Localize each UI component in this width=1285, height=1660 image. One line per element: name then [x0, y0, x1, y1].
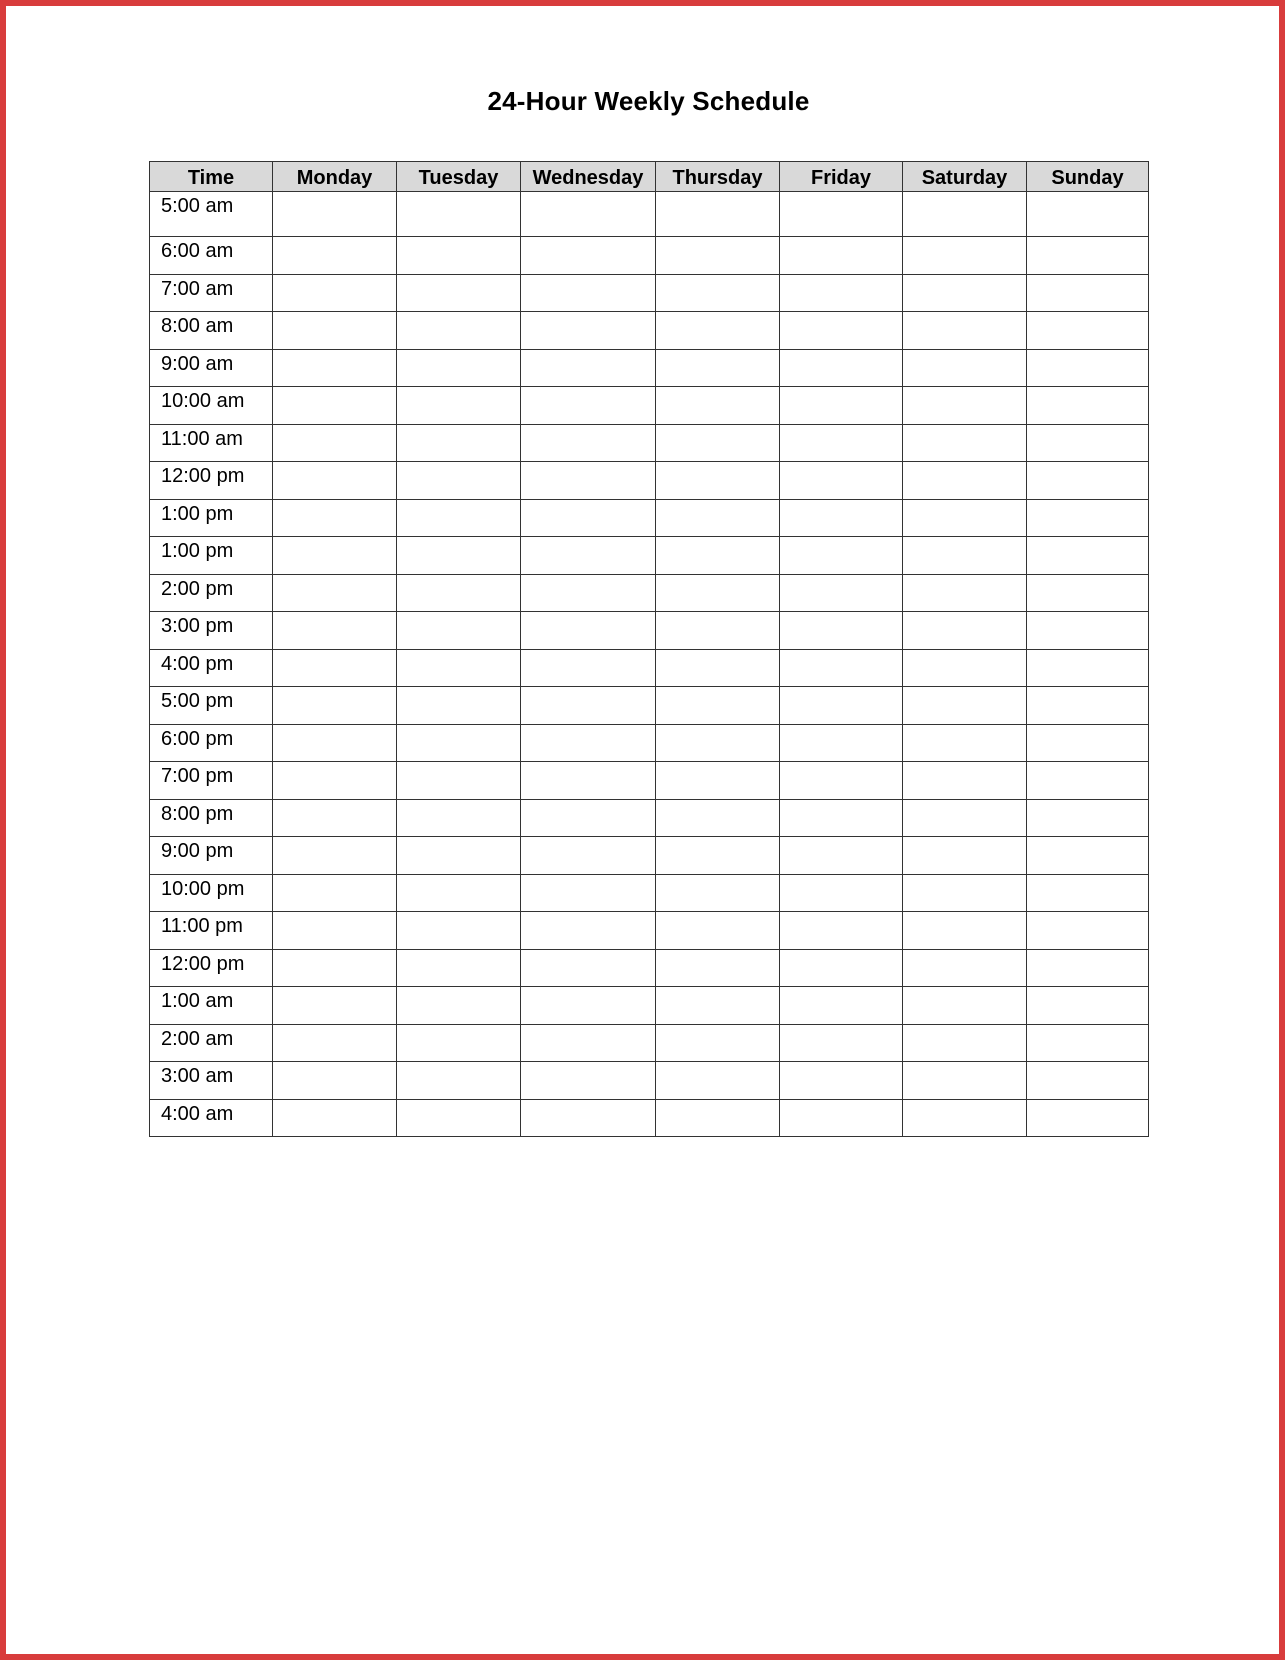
schedule-cell[interactable]: [656, 912, 780, 950]
time-cell: 9:00 pm: [150, 837, 273, 875]
schedule-cell[interactable]: [1027, 912, 1149, 950]
schedule-cell[interactable]: [521, 649, 656, 687]
schedule-cell[interactable]: [1027, 837, 1149, 875]
schedule-cell[interactable]: [903, 537, 1027, 575]
schedule-cell[interactable]: [273, 574, 397, 612]
schedule-cell[interactable]: [1027, 687, 1149, 725]
table-row: [150, 949, 1149, 987]
schedule-cell[interactable]: [521, 499, 656, 537]
schedule-cell[interactable]: [1027, 537, 1149, 575]
schedule-cell[interactable]: [780, 949, 903, 987]
schedule-cell[interactable]: [1027, 1024, 1149, 1062]
column-header-time: Time: [150, 162, 273, 192]
table-row: [150, 799, 1149, 837]
time-cell: 5:00 am: [150, 192, 273, 237]
schedule-cell[interactable]: [397, 762, 521, 800]
schedule-cell[interactable]: [1027, 387, 1149, 425]
schedule-cell[interactable]: [903, 462, 1027, 500]
schedule-cell[interactable]: [903, 387, 1027, 425]
schedule-cell[interactable]: [397, 949, 521, 987]
schedule-cell[interactable]: [780, 649, 903, 687]
time-cell: 11:00 am: [150, 424, 273, 462]
table-row: [150, 912, 1149, 950]
schedule-cell[interactable]: [656, 387, 780, 425]
schedule-cell[interactable]: [1027, 1062, 1149, 1100]
time-cell: 1:00 pm: [150, 537, 273, 575]
schedule-cell[interactable]: [273, 349, 397, 387]
schedule-cell[interactable]: [656, 987, 780, 1025]
schedule-cell[interactable]: [521, 949, 656, 987]
time-cell: 7:00 am: [150, 274, 273, 312]
time-cell: 4:00 am: [150, 1099, 273, 1137]
schedule-cell[interactable]: [780, 762, 903, 800]
schedule-cell[interactable]: [656, 537, 780, 575]
schedule-cell[interactable]: [397, 1024, 521, 1062]
schedule-cell[interactable]: [903, 949, 1027, 987]
schedule-cell[interactable]: [903, 799, 1027, 837]
schedule-cell[interactable]: [780, 192, 903, 237]
schedule-cell[interactable]: [273, 387, 397, 425]
schedule-cell[interactable]: [780, 349, 903, 387]
schedule-cell[interactable]: [780, 687, 903, 725]
page-title: 24-Hour Weekly Schedule: [487, 86, 810, 116]
table-row: [150, 574, 1149, 612]
table-row: [150, 424, 1149, 462]
schedule-cell[interactable]: [656, 1024, 780, 1062]
schedule-cell[interactable]: [521, 537, 656, 575]
schedule-cell[interactable]: [521, 274, 656, 312]
schedule-cell[interactable]: [273, 537, 397, 575]
schedule-cell[interactable]: [521, 1099, 656, 1137]
schedule-cell[interactable]: [397, 462, 521, 500]
table-row: [150, 762, 1149, 800]
schedule-cell[interactable]: [903, 349, 1027, 387]
schedule-cell[interactable]: [273, 237, 397, 275]
schedule-cell[interactable]: [1027, 762, 1149, 800]
schedule-cell[interactable]: [1027, 462, 1149, 500]
table-body: [150, 192, 1149, 1137]
schedule-cell[interactable]: [397, 987, 521, 1025]
schedule-cell[interactable]: [273, 649, 397, 687]
table-row: [150, 312, 1149, 350]
time-cell: 4:00 pm: [150, 649, 273, 687]
schedule-cell[interactable]: [656, 192, 780, 237]
schedule-cell[interactable]: [780, 499, 903, 537]
schedule-cell[interactable]: [273, 192, 397, 237]
column-header-thursday: Thursday: [656, 162, 780, 192]
schedule-cell[interactable]: [656, 762, 780, 800]
schedule-cell[interactable]: [780, 387, 903, 425]
schedule-cell[interactable]: [397, 724, 521, 762]
time-cell: 8:00 pm: [150, 799, 273, 837]
schedule-cell[interactable]: [397, 799, 521, 837]
schedule-cell[interactable]: [1027, 1099, 1149, 1137]
schedule-cell[interactable]: [521, 687, 656, 725]
schedule-cell[interactable]: [273, 499, 397, 537]
schedule-cell[interactable]: [273, 1024, 397, 1062]
schedule-cell[interactable]: [903, 987, 1027, 1025]
column-header-wednesday: Wednesday: [521, 162, 656, 192]
schedule-cell[interactable]: [521, 462, 656, 500]
schedule-cell[interactable]: [273, 687, 397, 725]
schedule-cell[interactable]: [273, 837, 397, 875]
schedule-cell[interactable]: [780, 912, 903, 950]
schedule-cell[interactable]: [903, 874, 1027, 912]
table-row: [150, 687, 1149, 725]
schedule-cell[interactable]: [780, 1062, 903, 1100]
schedule-cell[interactable]: [521, 612, 656, 650]
table-row: [150, 1024, 1149, 1062]
schedule-cell[interactable]: [521, 724, 656, 762]
schedule-cell[interactable]: [397, 312, 521, 350]
schedule-cell[interactable]: [397, 912, 521, 950]
schedule-cell[interactable]: [656, 237, 780, 275]
schedule-cell[interactable]: [273, 1099, 397, 1137]
schedule-cell[interactable]: [780, 874, 903, 912]
table-row: [150, 192, 1149, 237]
schedule-cell[interactable]: [397, 499, 521, 537]
schedule-cell[interactable]: [397, 349, 521, 387]
schedule-cell[interactable]: [656, 612, 780, 650]
time-cell: 10:00 am: [150, 387, 273, 425]
table-row: [150, 237, 1149, 275]
schedule-cell[interactable]: [1027, 874, 1149, 912]
schedule-cell[interactable]: [656, 687, 780, 725]
schedule-cell[interactable]: [903, 574, 1027, 612]
schedule-cell[interactable]: [656, 874, 780, 912]
time-cell: 6:00 pm: [150, 724, 273, 762]
schedule-cell[interactable]: [521, 312, 656, 350]
schedule-cell[interactable]: [273, 874, 397, 912]
schedule-cell[interactable]: [903, 837, 1027, 875]
table-row: [150, 499, 1149, 537]
schedule-cell[interactable]: [780, 1099, 903, 1137]
schedule-cell[interactable]: [273, 462, 397, 500]
schedule-cell[interactable]: [521, 799, 656, 837]
schedule-cell[interactable]: [1027, 799, 1149, 837]
table-row: [150, 387, 1149, 425]
schedule-cell[interactable]: [903, 762, 1027, 800]
schedule-cell[interactable]: [780, 799, 903, 837]
time-cell: 2:00 am: [150, 1024, 273, 1062]
schedule-cell[interactable]: [903, 724, 1027, 762]
schedule-cell[interactable]: [1027, 499, 1149, 537]
table-row: [150, 1062, 1149, 1100]
schedule-cell[interactable]: [1027, 724, 1149, 762]
schedule-cell[interactable]: [521, 837, 656, 875]
schedule-cell[interactable]: [1027, 949, 1149, 987]
schedule-cell[interactable]: [521, 1024, 656, 1062]
time-cell: 8:00 am: [150, 312, 273, 350]
schedule-cell[interactable]: [780, 987, 903, 1025]
schedule-cell[interactable]: [656, 462, 780, 500]
schedule-cell[interactable]: [397, 612, 521, 650]
schedule-cell[interactable]: [521, 762, 656, 800]
schedule-cell[interactable]: [1027, 312, 1149, 350]
schedule-cell[interactable]: [780, 462, 903, 500]
table-row: [150, 612, 1149, 650]
schedule-cell[interactable]: [1027, 574, 1149, 612]
schedule-cell[interactable]: [903, 687, 1027, 725]
schedule-cell[interactable]: [656, 274, 780, 312]
time-cell: 10:00 pm: [150, 874, 273, 912]
table-row: [150, 987, 1149, 1025]
schedule-cell[interactable]: [397, 837, 521, 875]
schedule-cell[interactable]: [397, 237, 521, 275]
schedule-cell[interactable]: [780, 274, 903, 312]
schedule-cell[interactable]: [903, 192, 1027, 237]
schedule-cell[interactable]: [397, 649, 521, 687]
schedule-cell[interactable]: [903, 1099, 1027, 1137]
schedule-cell[interactable]: [397, 1099, 521, 1137]
schedule-cell[interactable]: [397, 1062, 521, 1100]
schedule-cell[interactable]: [273, 799, 397, 837]
time-cell: 1:00 am: [150, 987, 273, 1025]
schedule-cell[interactable]: [273, 1062, 397, 1100]
schedule-cell[interactable]: [1027, 274, 1149, 312]
schedule-cell[interactable]: [397, 192, 521, 237]
time-cell: 12:00 pm: [150, 462, 273, 500]
schedule-cell[interactable]: [780, 312, 903, 350]
schedule-cell[interactable]: [903, 499, 1027, 537]
schedule-cell[interactable]: [903, 237, 1027, 275]
schedule-cell[interactable]: [656, 424, 780, 462]
schedule-cell[interactable]: [903, 312, 1027, 350]
schedule-cell[interactable]: [273, 612, 397, 650]
time-cell: 11:00 pm: [150, 912, 273, 950]
column-header-friday: Friday: [780, 162, 903, 192]
table-row: [150, 1099, 1149, 1137]
schedule-cell[interactable]: [521, 987, 656, 1025]
schedule-cell[interactable]: [656, 1099, 780, 1137]
schedule-cell[interactable]: [656, 1062, 780, 1100]
schedule-cell[interactable]: [521, 1062, 656, 1100]
schedule-cell[interactable]: [903, 1062, 1027, 1100]
schedule-cell[interactable]: [273, 424, 397, 462]
table-row: [150, 274, 1149, 312]
schedule-cell[interactable]: [1027, 987, 1149, 1025]
schedule-cell[interactable]: [521, 237, 656, 275]
column-header-sunday: Sunday: [1027, 162, 1149, 192]
schedule-cell[interactable]: [656, 574, 780, 612]
time-cell: 3:00 am: [150, 1062, 273, 1100]
schedule-cell[interactable]: [780, 612, 903, 650]
table-row: [150, 537, 1149, 575]
schedule-cell[interactable]: [397, 574, 521, 612]
schedule-cell[interactable]: [1027, 612, 1149, 650]
table-row: [150, 837, 1149, 875]
schedule-cell[interactable]: [521, 387, 656, 425]
schedule-cell[interactable]: [656, 724, 780, 762]
schedule-cell[interactable]: [273, 912, 397, 950]
schedule-cell[interactable]: [273, 987, 397, 1025]
time-cell: 6:00 am: [150, 237, 273, 275]
schedule-cell[interactable]: [273, 949, 397, 987]
schedule-cell[interactable]: [656, 649, 780, 687]
schedule-cell[interactable]: [1027, 424, 1149, 462]
table-row: [150, 649, 1149, 687]
schedule-cell[interactable]: [521, 574, 656, 612]
schedule-cell[interactable]: [397, 537, 521, 575]
schedule-cell[interactable]: [903, 274, 1027, 312]
column-header-tuesday: Tuesday: [397, 162, 521, 192]
schedule-cell[interactable]: [521, 912, 656, 950]
schedule-cell[interactable]: [780, 237, 903, 275]
schedule-cell[interactable]: [903, 649, 1027, 687]
schedule-cell[interactable]: [903, 1024, 1027, 1062]
schedule-cell[interactable]: [273, 724, 397, 762]
schedule-cell[interactable]: [521, 349, 656, 387]
schedule-cell[interactable]: [1027, 349, 1149, 387]
table-row: [150, 349, 1149, 387]
schedule-cell[interactable]: [656, 499, 780, 537]
schedule-cell[interactable]: [780, 424, 903, 462]
schedule-cell[interactable]: [397, 274, 521, 312]
schedule-cell[interactable]: [780, 724, 903, 762]
schedule-cell[interactable]: [656, 799, 780, 837]
schedule-cell[interactable]: [521, 192, 656, 237]
time-cell: 5:00 pm: [150, 687, 273, 725]
schedule-cell[interactable]: [903, 612, 1027, 650]
schedule-cell[interactable]: [780, 1024, 903, 1062]
schedule-cell[interactable]: [273, 762, 397, 800]
schedule-cell[interactable]: [1027, 649, 1149, 687]
schedule-cell[interactable]: [656, 349, 780, 387]
table-row: [150, 724, 1149, 762]
schedule-cell[interactable]: [780, 537, 903, 575]
table-header-row: [150, 162, 1149, 192]
schedule-cell[interactable]: [656, 837, 780, 875]
schedule-cell[interactable]: [273, 274, 397, 312]
schedule-cell[interactable]: [273, 312, 397, 350]
time-cell: 1:00 pm: [150, 499, 273, 537]
schedule-cell[interactable]: [397, 387, 521, 425]
time-cell: 9:00 am: [150, 349, 273, 387]
schedule-cell[interactable]: [656, 949, 780, 987]
schedule-cell[interactable]: [1027, 237, 1149, 275]
schedule-cell[interactable]: [397, 874, 521, 912]
table-row: [150, 462, 1149, 500]
schedule-cell[interactable]: [903, 912, 1027, 950]
column-header-saturday: Saturday: [903, 162, 1027, 192]
schedule-cell[interactable]: [397, 687, 521, 725]
schedule-cell[interactable]: [521, 874, 656, 912]
schedule-cell[interactable]: [903, 424, 1027, 462]
time-cell: 2:00 pm: [150, 574, 273, 612]
schedule-cell[interactable]: [780, 837, 903, 875]
time-cell: 3:00 pm: [150, 612, 273, 650]
column-header-monday: Monday: [273, 162, 397, 192]
schedule-table: [149, 161, 1149, 1137]
schedule-cell[interactable]: [780, 574, 903, 612]
time-cell: 7:00 pm: [150, 762, 273, 800]
schedule-cell[interactable]: [521, 424, 656, 462]
schedule-cell[interactable]: [397, 424, 521, 462]
schedule-cell[interactable]: [656, 312, 780, 350]
schedule-cell[interactable]: [1027, 192, 1149, 237]
time-cell: 12:00 pm: [150, 949, 273, 987]
table-row: [150, 874, 1149, 912]
